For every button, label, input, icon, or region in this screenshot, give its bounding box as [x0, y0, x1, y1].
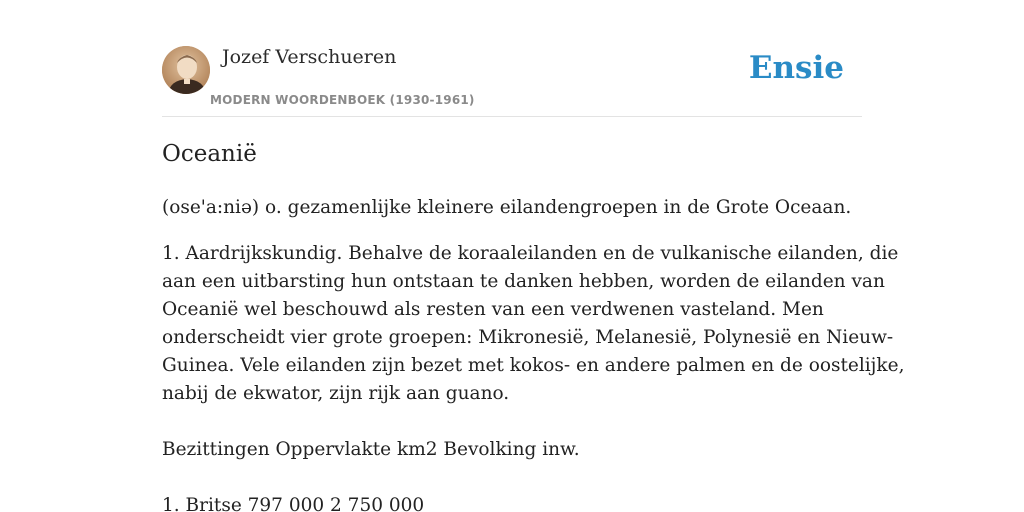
- paragraph-line: nabij de ekwator, zijn rijk aan guano.: [162, 383, 510, 404]
- entry-definition: (ose'a:niə) o. gezamenlijke kleinere eilandengroepen in de Grote Oceaan.: [162, 197, 852, 218]
- entry-content: [162, 138, 905, 512]
- author-avatar[interactable]: [162, 46, 210, 94]
- spacer: [162, 408, 862, 436]
- entry-title: Oceanië: [162, 141, 257, 167]
- source-dictionary[interactable]: MODERN WOORDENBOEK (1930-1961): [210, 93, 475, 107]
- author-portrait-icon: [162, 46, 210, 94]
- table-header: Bezittingen Oppervlakte km2 Bevolking inw.: [162, 439, 580, 460]
- paragraph-line: 1. Aardrijkskundig. Behalve de koraaleilanden en de vulkanische eilanden, die: [162, 243, 899, 264]
- author-name[interactable]: Jozef Verschueren: [222, 46, 397, 68]
- paragraph-line: Oceanië wel beschouwd als resten van een verdwenen vasteland. Men: [162, 299, 824, 320]
- paragraph-line: Guinea. Vele eilanden zijn bezet met kokos- en andere palmen en de oostelijke,: [162, 355, 905, 376]
- entry-paragraph: [162, 240, 905, 512]
- ensie-logo[interactable]: Ensie: [748, 50, 844, 86]
- table-row: 1. Britse 797 000 2 750 000: [162, 495, 425, 512]
- paragraph-line: aan een uitbarsting hun ontstaan te danken hebben, worden de eilanden van: [162, 271, 885, 292]
- paragraph-line: onderscheidt vier grote groepen: Mikronesië, Melanesië, Polynesië en Nieuw-: [162, 327, 894, 348]
- spacer: [162, 464, 862, 492]
- entry-header: [162, 46, 862, 117]
